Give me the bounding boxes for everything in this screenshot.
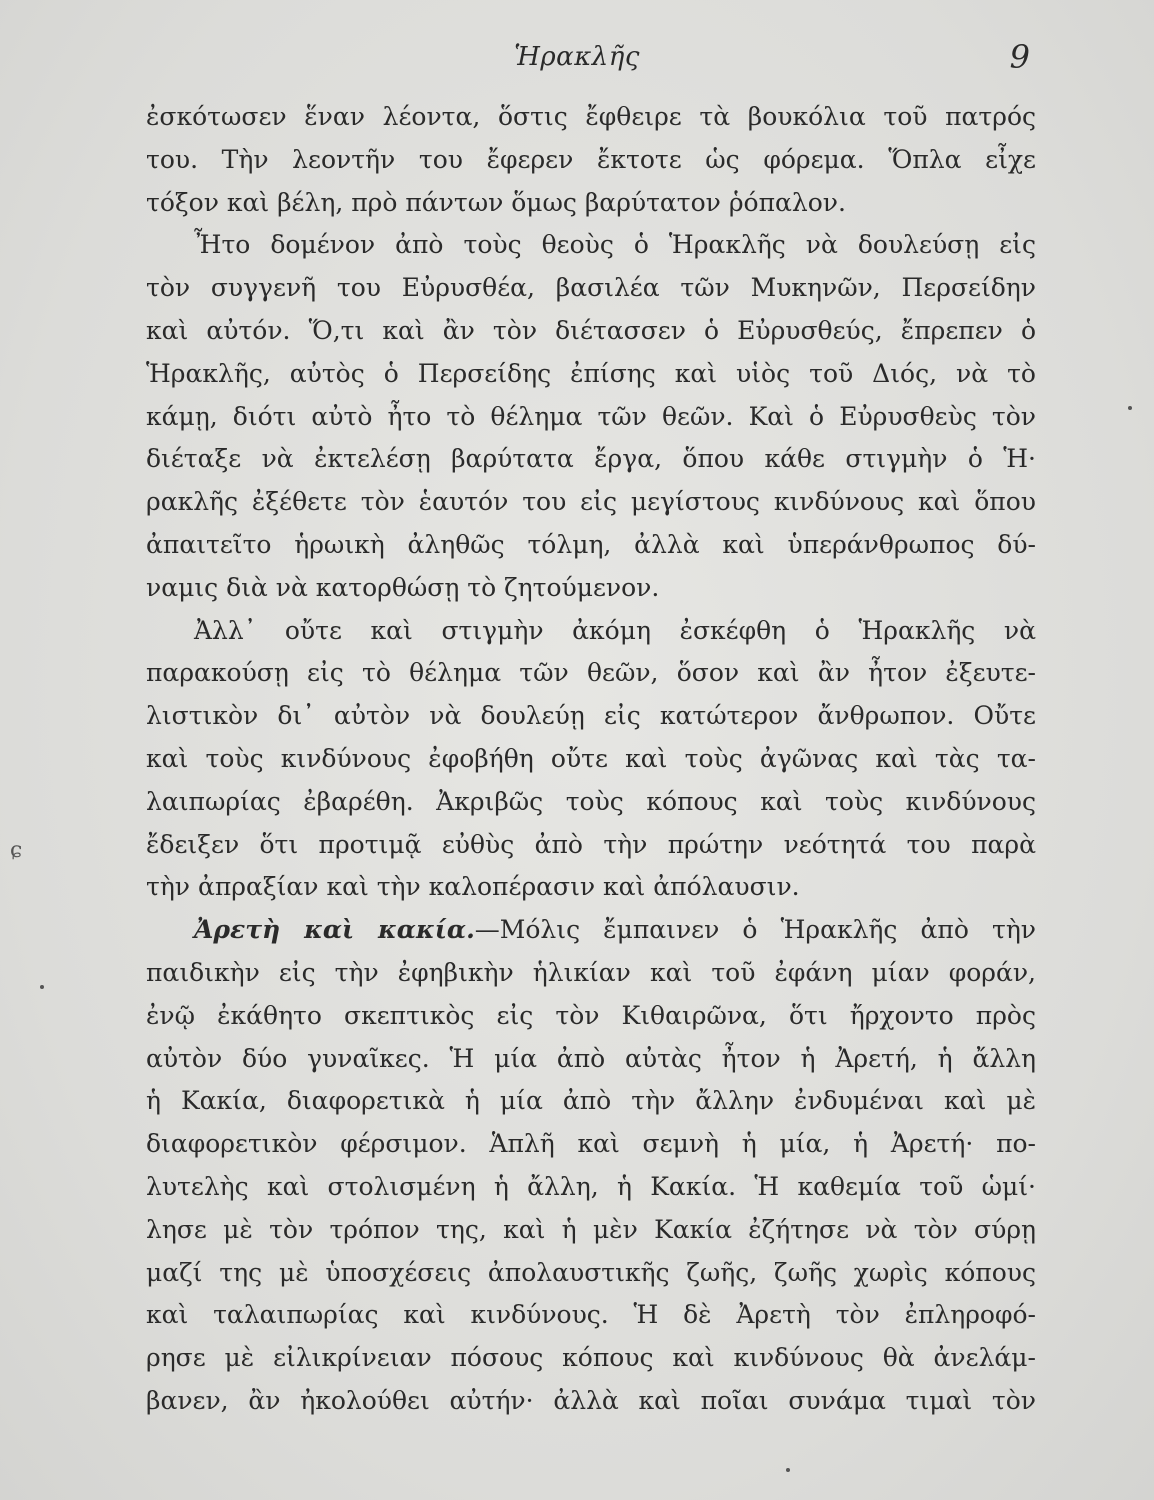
text-line: αὐτὸν δύο γυναῖκες. Ἡ μία ἀπὸ αὐτὰς ἦτον ἡ Ἀρετή, ἡ ἄλλη	[146, 1043, 1036, 1073]
text-line: κάμῃ, διότι αὐτὸ ἦτο τὸ θέλημα τῶν θεῶν. Καὶ ὁ Εὐρυσθεὺς τὸν	[146, 401, 1036, 431]
text-line: καὶ τοὺς κινδύνους ἐφοβήθη οὔτε καὶ τοὺς ἀγῶνας καὶ τὰς τα-	[146, 743, 1036, 773]
body-text	[146, 96, 1036, 1423]
margin-mark: ɕ	[10, 838, 23, 863]
scan-speck	[40, 985, 44, 989]
page-number: 9	[1009, 38, 1030, 76]
text-line	[146, 909, 1036, 952]
text-line: Ἦτο δομένον ἀπὸ τοὺς θεοὺς ὁ Ἡρακλῆς νὰ δουλεύσῃ εἰς	[194, 230, 1036, 260]
text-line: ἐσκότωσεν ἕναν λέοντα, ὅστις ἔφθειρε τὰ βουκόλια τοῦ πατρός	[146, 102, 1036, 131]
text-line-rest: —Μόλις ἔμπαινεν ὁ Ἡρακλῆς ἀπὸ τὴν	[474, 915, 1036, 945]
paragraph-3	[146, 610, 1036, 910]
text-line: παιδικὴν εἰς τὴν ἐφηβικὴν ἡλικίαν καὶ τοῦ ἐφάνη μίαν φοράν,	[146, 957, 1036, 987]
text-line: τὸν συγγενῆ του Εὐρυσθέα, βασιλέα τῶν Μυκηνῶν, Περσείδην	[146, 273, 1036, 303]
scan-speck	[1128, 406, 1132, 410]
paragraph-4	[146, 909, 1036, 1423]
text-line: ρησε μὲ εἰλικρίνειαν πόσους κόπους καὶ κινδύνους θὰ ἀνελάμ-	[146, 1343, 1036, 1373]
running-title: Ἡρακλῆς	[514, 42, 640, 72]
text-line: Ἡρακλῆς, αὐτὸς ὁ Περσείδης ἐπίσης καὶ υἱὸς τοῦ Διός, νὰ τὸ	[146, 358, 1036, 388]
text-line: βανεν, ἂν ἠκολούθει αὐτήν· ἀλλὰ καὶ ποῖαι συνάμα τιμαὶ τὸν	[146, 1385, 1036, 1415]
text-line: παρακούσῃ εἰς τὸ θέλημα τῶν θεῶν, ὅσον καὶ ἂν ἦτον ἐξευτε-	[146, 658, 1036, 688]
scan-speck	[786, 1468, 790, 1472]
text-line: ναμις διὰ νὰ κατορθώσῃ τὸ ζητούμενον.	[146, 572, 660, 602]
text-line: λιστικὸν δι᾽ αὐτὸν νὰ δουλεύῃ εἰς κατώτερον ἄνθρωπον. Οὔτε	[146, 701, 1036, 731]
text-line: ἡ Κακία, διαφορετικὰ ἡ μία ἀπὸ τὴν ἄλλην ἐνδυμέναι καὶ μὲ	[146, 1086, 1036, 1116]
text-line: καὶ ταλαιπωρίας καὶ κινδύνους. Ἡ δὲ Ἀρετὴ τὸν ἐπληροφό-	[146, 1300, 1036, 1330]
text-line: λησε μὲ τὸν τρόπον της, καὶ ἡ μὲν Κακία ἐζήτησε νὰ τὸν σύρῃ	[146, 1214, 1036, 1244]
text-line: ἐνῷ ἐκάθητο σκεπτικὸς εἰς τὸν Κιθαιρῶνα, ὅτι ἤρχοντο πρὸς	[146, 1000, 1036, 1030]
text-line: διέταξε νὰ ἐκτελέσῃ βαρύτατα ἔργα, ὅπου κάθε στιγμὴν ὁ Ἡ·	[146, 444, 1036, 474]
text-line: τὴν ἀπραξίαν καὶ τὴν καλοπέρασιν καὶ ἀπόλαυσιν.	[146, 872, 800, 902]
text-line: ἔδειξεν ὅτι προτιμᾷ εὐθὺς ἀπὸ τὴν πρώτην νεότητά του παρὰ	[146, 829, 1036, 859]
text-line: ἀπαιτεῖτο ἡρωικὴ ἀληθῶς τόλμη, ἀλλὰ καὶ ὑπεράνθρωπος δύ-	[146, 529, 1036, 559]
text-line: μαζί της μὲ ὑποσχέσεις ἀπολαυστικῆς ζωῆς, ζωῆς χωρὶς κόπους	[146, 1257, 1036, 1287]
text-line: του. Τὴν λεοντῆν του ἔφερεν ἔκτοτε ὡς φόρεμα. Ὅπλα εἶχε	[146, 144, 1036, 174]
paragraph-2	[146, 224, 1036, 609]
text-line: Ἀλλ᾽ οὔτε καὶ στιγμὴν ἀκόμη ἐσκέφθη ὁ Ἡρακλῆς νὰ	[194, 615, 1036, 645]
text-line: ρακλῆς ἐξέθετε τὸν ἑαυτόν του εἰς μεγίστους κινδύνους καὶ ὅπου	[146, 487, 1036, 517]
text-line: καὶ αὐτόν. Ὅ,τι καὶ ἂν τὸν διέτασσεν ὁ Εὐρυσθεύς, ἔπρεπεν ὁ	[146, 315, 1036, 345]
text-line: διαφορετικὸν φέρσιμον. Ἁπλῆ καὶ σεμνὴ ἡ μία, ἡ Ἀρετή· πο-	[146, 1129, 1036, 1159]
text-line: τόξον καὶ βέλη, πρὸ πάντων ὅμως βαρύτατον ῥόπαλον.	[146, 187, 846, 217]
section-subhead: Ἀρετὴ καὶ κακία.	[194, 915, 475, 945]
text-line: λαιπωρίας ἐβαρέθη. Ἀκριβῶς τοὺς κόπους καὶ τοὺς κινδύνους	[146, 786, 1036, 816]
text-line: λυτελὴς καὶ στολισμένη ἡ ἄλλη, ἡ Κακία. Ἡ καθεμία τοῦ ὡμί·	[146, 1171, 1036, 1201]
page-header	[0, 38, 1154, 78]
paragraph-1	[146, 96, 1036, 224]
